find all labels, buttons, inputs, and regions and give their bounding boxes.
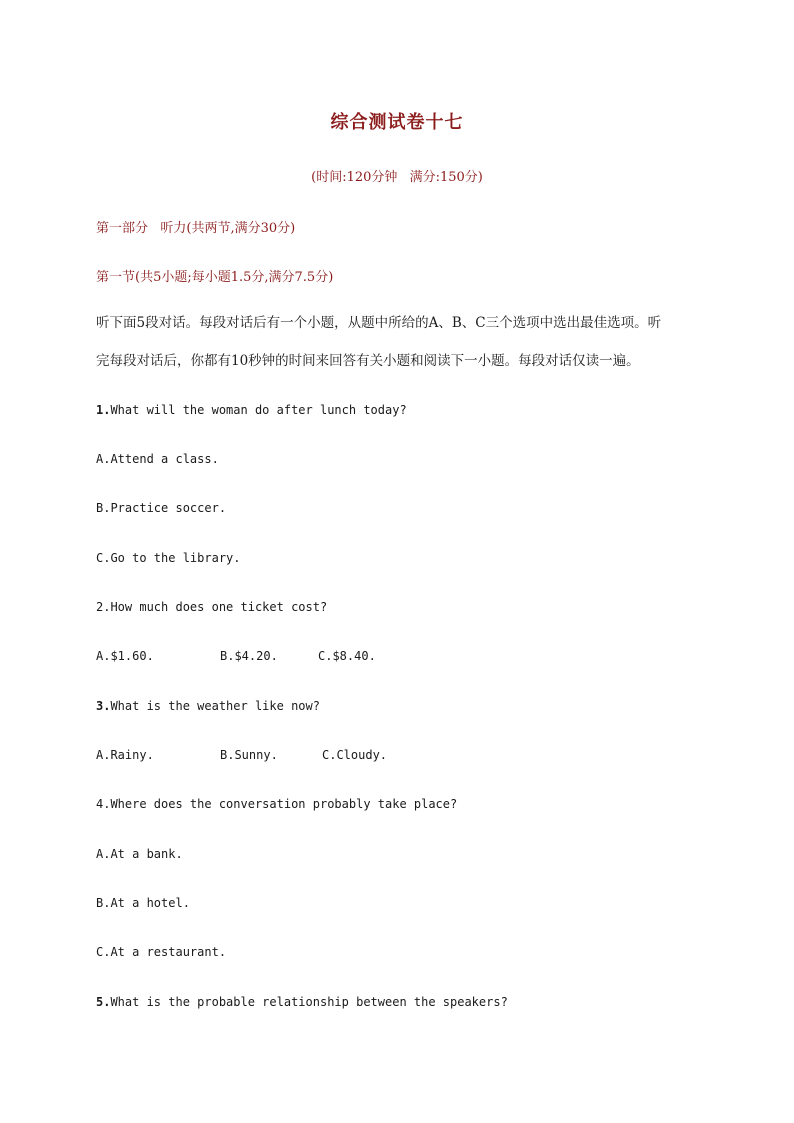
question-2 [96,600,327,614]
option-4a: A.At a bank. [96,847,183,861]
question-4 [96,797,457,811]
question-text: What is the probable relationship between the speakers? [110,995,508,1009]
exam-score: 满分:150分) [409,170,483,185]
question-5 [96,995,508,1009]
question-text: What will the woman do after lunch today? [110,403,407,417]
option-3b: B.Sunny. [220,748,278,762]
option-2c: C.$8.40. [318,649,376,663]
option-2a: A.$1.60. [96,649,154,663]
question-number: 2. [96,600,111,614]
instructions-line-2: 完每段对话后，你都有10秒钟的时间来回答有关小题和阅读下一小题。每段对话仅读一遍。 [96,353,640,369]
question-number: 3. [96,699,111,713]
page-title: 综合测试卷十七 [330,112,464,133]
option-2b: B.$4.20. [220,649,278,663]
option-4c: C.At a restaurant. [96,945,227,959]
option-1c: C.Go to the library. [96,551,241,565]
option-3a: A.Rainy. [96,748,154,762]
exam-time: (时间:120分钟 [311,170,398,185]
instructions [96,304,696,380]
option-1a: A.Attend a class. [96,452,219,466]
option-3c: C.Cloudy. [322,748,388,762]
question-text: Where does the conversation probably take place? [110,797,458,811]
instructions-line-1: 听下面5段对话。每段对话后有一个小题，从题中所给的A、B、C三个选项中选出最佳选项。听 [96,315,662,331]
exam-time-score [0,166,794,185]
option-1b: B.Practice soccer. [96,501,227,515]
part-heading: 第一部分 听力(共两节,满分30分) [96,221,296,236]
question-number: 1. [96,403,111,417]
question-1 [96,403,407,417]
question-3 [96,699,320,713]
options-3 [96,748,387,762]
question-number: 4. [96,797,111,811]
options-2 [96,649,376,663]
section-heading: 第一节(共5小题;每小题1.5分,满分7.5分) [96,270,334,285]
question-text: How much does one ticket cost? [110,600,328,614]
option-4b: B.At a hotel. [96,896,190,910]
question-number: 5. [96,995,111,1009]
question-text: What is the weather like now? [110,699,320,713]
